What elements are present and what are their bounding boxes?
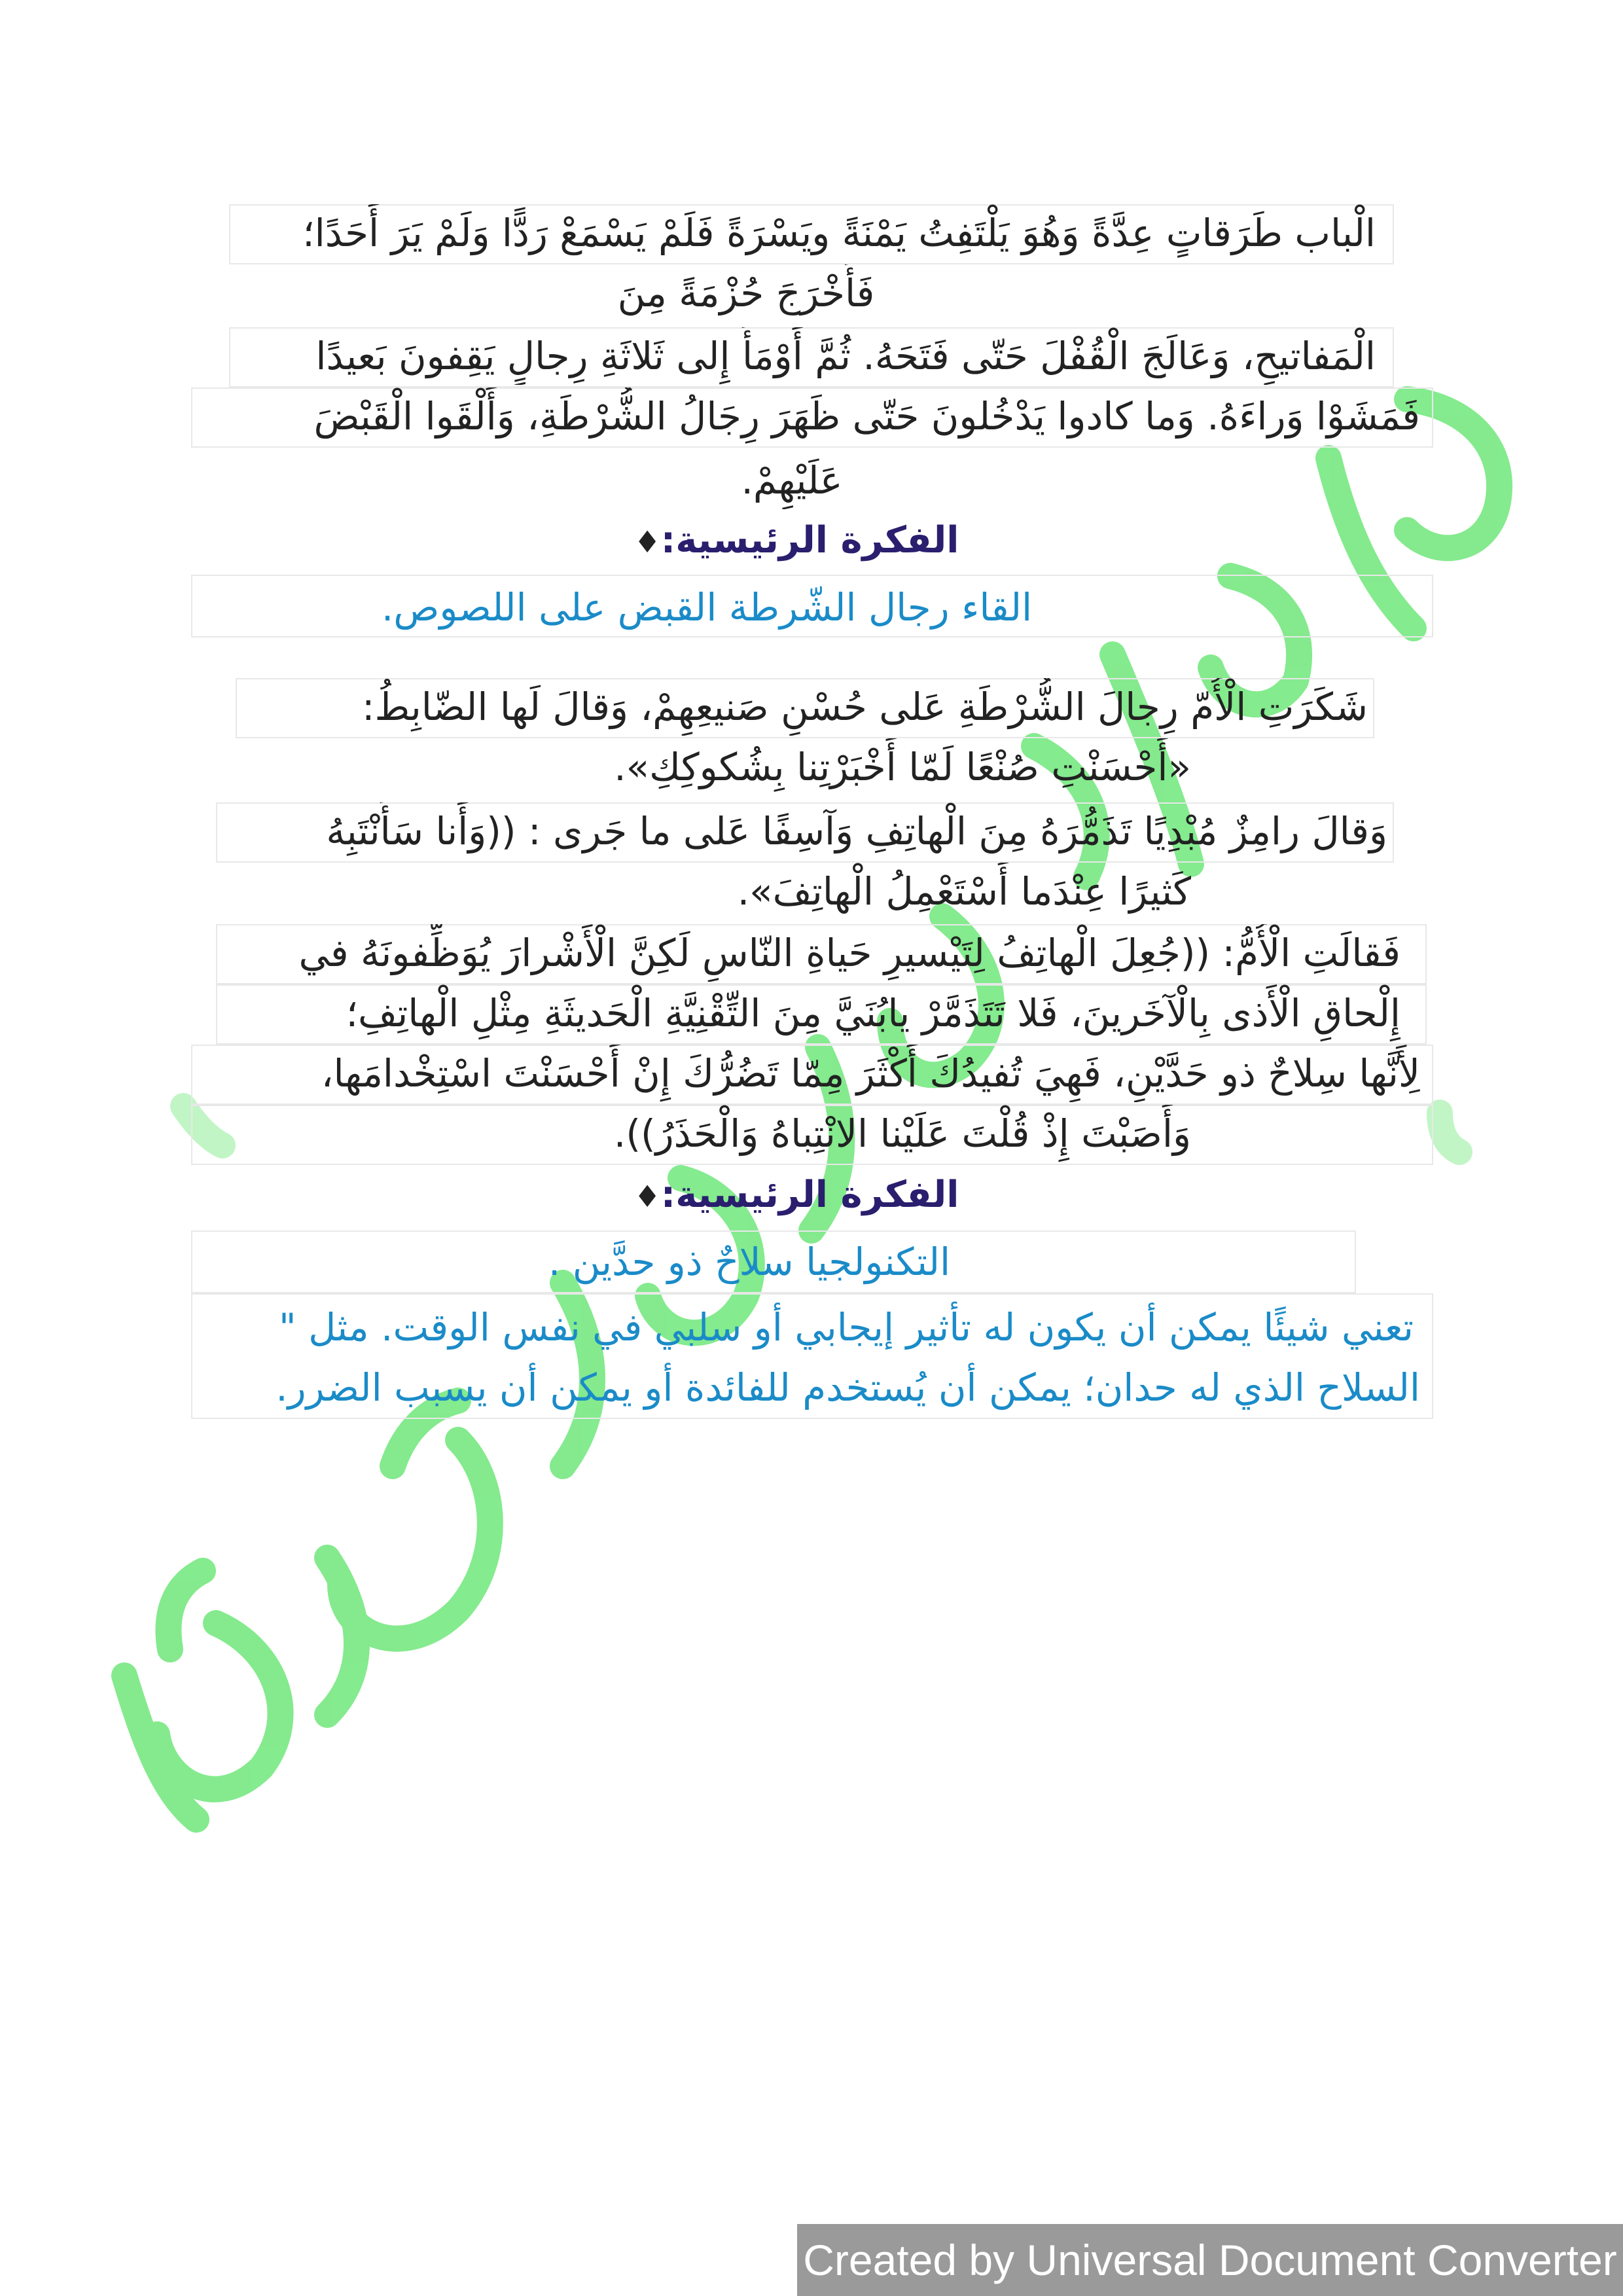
story-p1-line-4: فَمَشَوْا وَراءَهُ. وَما كادوا يَدْخُلونَ حَتّى ظَهَرَ رِجَالُ الشُّرْطَةِ، وَأَلْقَوا الْقَبْضَ bbox=[313, 394, 1420, 439]
story-p2-line-6: إِلْحاقِ الْأَذى بِالْآخَرينَ، فَلا تَتَذَمَّرْ يابُنَيَّ مِنَ التِّقْنِيَّةِ الْحَديثَةِ مِثْلِ الْهاتِفِ؛ bbox=[346, 991, 1400, 1035]
story-p1-line-1: الْباب طَرَقاتٍ عِدَّةً وَهُوَ يَلْتَفِتُ يَمْنَةً ويَسْرَةً فَلَمْ يَسْمَعْ رَدًّا وَلَمْ يَرَ أَحَدًا؛ bbox=[302, 211, 1376, 255]
main-idea-text-1: القاء رجال الشّرطة القبض على اللصوص. bbox=[381, 585, 1033, 630]
story-p2-line-4: كَثيرًا عِنْدَما أَسْتَعْمِلُ الْهاتِفَ». bbox=[737, 869, 1191, 914]
main-idea-text-2: التكنولجيا سلاحٌ ذو حدَّين . bbox=[548, 1240, 951, 1284]
story-p2-line-3: وَقالَ رامِزٌ مُبْدِيًا تَذَمُّرَهُ مِنَ الْهاتِفِ وَآسِفًا عَلى ما جَرى : ((وَأَنا سَأَنْتَبِهُ bbox=[326, 809, 1387, 853]
main-idea-heading-2 bbox=[0, 1166, 1623, 1224]
converter-footer-badge: Created by Universal Document Converter bbox=[797, 2224, 1623, 2296]
story-p1-line-5: عَلَيْهِمْ. bbox=[741, 458, 843, 503]
story-p2-line-8: وَأَصَبْتَ إِذْ قُلْتَ عَلَيْنا الانْتِباهُ وَالْحَذَرُ)). bbox=[613, 1111, 1191, 1156]
explanation-line-2: السلاح الذي له حدان؛ يمكن أن يُستخدم للفائدة أو يمكن أن يسبب الضرر. bbox=[276, 1365, 1420, 1410]
main-idea-heading-1 bbox=[0, 512, 1623, 569]
story-p2-line-2: «أَحْسَنْتِ صُنْعًا لَمّا أَخْبَرْتِنا بِشُكوكِكِ». bbox=[614, 745, 1191, 789]
bullet-diamond-icon: ♦ bbox=[633, 1179, 661, 1214]
story-p1-line-3: الْمَفاتيحِ، وَعَالَجَ الْقُفْلَ حَتّى فَتَحَهُ. ثُمَّ أَوْمَأَ إِلى ثَلاثَةِ رِجالٍ يَقِفونَ بَعيدًا bbox=[315, 334, 1376, 378]
bullet-diamond-icon: ♦ bbox=[633, 524, 661, 560]
main-idea-heading-text: الفكرة الرئيسية: bbox=[660, 1174, 959, 1216]
story-p1-line-2: فَأَخْرَجَ حُزْمَةً مِنَ bbox=[617, 271, 875, 315]
main-idea-heading-text: الفكرة الرئيسية: bbox=[660, 519, 959, 562]
explanation-line-1: تعني شيئًا يمكن أن يكون له تأثير إيجابي أو سلبي في نفس الوقت. مثل " bbox=[278, 1305, 1414, 1350]
story-p2-line-5: فَقالَتِ الْأُمُّ: ((جُعِلَ الْهاتِفُ لِتَيْسيرِ حَياةِ النّاسِ لَكِنَّ الْأَشْرارَ يُوَظِّفونَهُ في bbox=[298, 931, 1400, 975]
story-p2-line-7: لِأَنَّها سِلاحٌ ذو حَدَّيْنِ، فَهِيَ تُفيدُكَ أَكْثَرَ مِمّا تَضُرُّكَ إِنْ أَحْسَنْتَ اسْتِخْدامَها، bbox=[321, 1051, 1420, 1096]
story-p2-line-1: شَكَرَتِ الْأُمّ رِجالَ الشُّرْطَةِ عَلى حُسْنِ صَنيعِهِمْ، وَقالَ لَها الضّابِطُ: bbox=[361, 685, 1368, 729]
